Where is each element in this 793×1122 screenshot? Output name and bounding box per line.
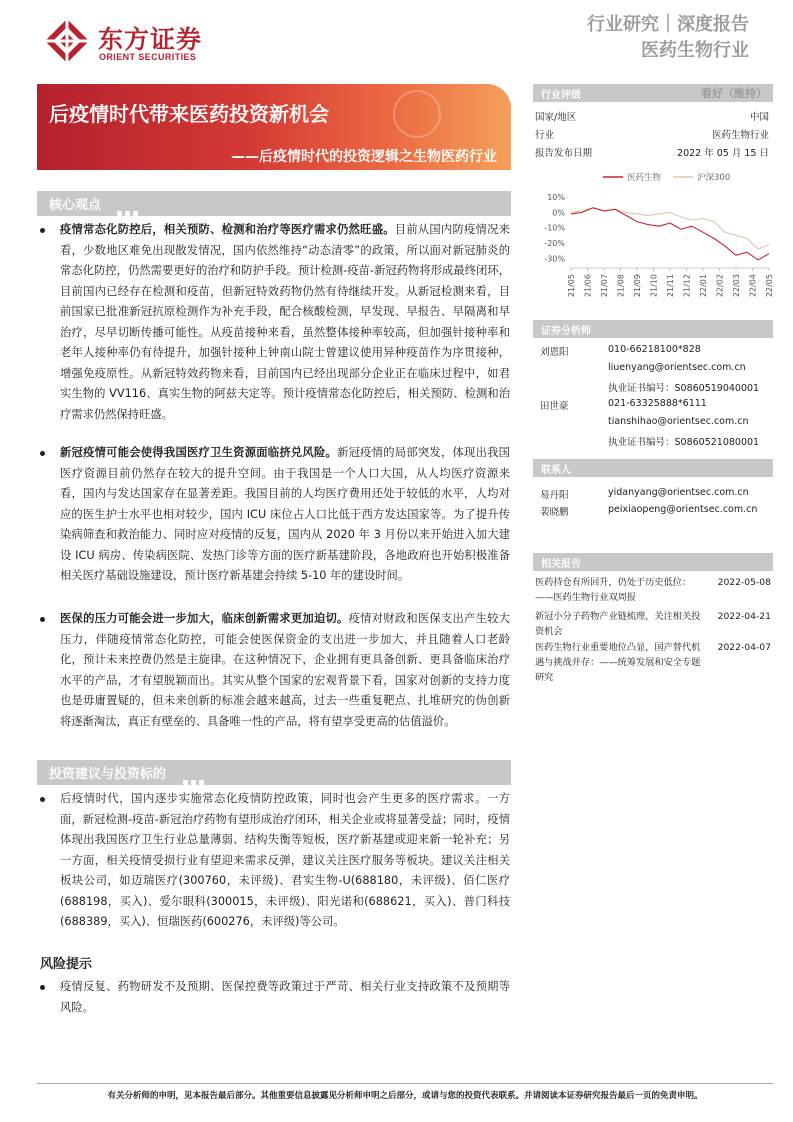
footer-divider	[37, 1083, 773, 1084]
bullet-dot	[40, 451, 45, 456]
related-report-date: 2022-04-07	[717, 642, 771, 653]
banner-decoration	[393, 90, 441, 138]
core-view-heading	[37, 191, 511, 216]
related-report-date: 2022-04-21	[717, 611, 771, 622]
bullet-dot	[40, 797, 45, 802]
heading-dots	[581, 466, 599, 472]
investment-heading-text: 投资建议与投资标的	[49, 767, 167, 782]
rating-val: 中国	[749, 112, 769, 123]
contact-heading	[533, 459, 773, 477]
related-heading-text: 相关报告	[541, 559, 581, 570]
rating-val: 2022 年 05 月 15 日	[677, 148, 769, 159]
header-tags	[587, 12, 749, 64]
analyst-phone: 010-66218100*828	[608, 344, 701, 355]
contact-panel	[533, 459, 773, 477]
x-tick-label: 21/07	[600, 274, 609, 298]
investment-point	[40, 789, 510, 933]
analyst-heading-text: 证券分析师	[541, 326, 591, 337]
contact-email[interactable]: yidanyang@orientsec.com.cn	[608, 487, 749, 498]
report-subtitle: ——后疫情时代的投资逻辑之生物医药行业	[231, 149, 497, 165]
legend-label: 医药生物	[627, 173, 662, 183]
legend-label: 沪深300	[697, 173, 731, 183]
analyst-cert: 执业证书编号：S0860519040001	[608, 383, 760, 394]
related-heading	[533, 553, 773, 571]
logo-cn-text: 东方证券	[98, 25, 203, 54]
rating-key: 报告发布日期	[535, 148, 593, 159]
report-title: 后疫情时代带来医药投资新机会	[49, 102, 329, 126]
x-tick-label: 22/03	[732, 274, 741, 298]
x-tick-label: 21/06	[583, 274, 593, 298]
y-tick-label: -20%	[544, 239, 565, 249]
x-tick-label: 22/05	[765, 274, 774, 298]
related-report-title[interactable]: 医药生物行业重要地位凸显，国产替代机遇与挑战并存：——统筹发展和安全专题研究	[535, 642, 701, 683]
analyst-phone: 021-63325888*6111	[608, 398, 707, 409]
x-tick-label: 21/11	[666, 274, 675, 298]
series-line-csi300	[571, 208, 769, 249]
related-report-title[interactable]: 新冠小分子药物产业链梳理，关注相关投资机会	[535, 611, 701, 637]
series-line-pharma	[571, 208, 769, 260]
footer-disclaimer: 有关分析师的申明，见本报告最后部分。其他重要信息披露见分析师申明之后部分，或请与您的投资代表联系。并请阅读本证券研究报告最后一页的免责申明。	[107, 1091, 703, 1101]
rating-key: 行业	[535, 130, 555, 141]
company-logo	[44, 18, 219, 66]
core-point-1	[40, 220, 510, 425]
contact-heading-text: 联系人	[541, 465, 571, 476]
performance-chart	[533, 168, 773, 308]
core-point-2-lead: 新冠疫情可能会使得我国医疗卫生资源面临挤兑风险。	[60, 446, 338, 459]
core-view-heading-text: 核心观点	[49, 198, 102, 213]
y-tick-label: -30%	[544, 254, 565, 264]
related-report-item[interactable]	[533, 575, 773, 605]
related-panel	[533, 553, 773, 571]
rating-val: 医药生物行业	[711, 130, 769, 141]
heading-dots	[183, 770, 207, 776]
x-tick-label: 21/12	[682, 274, 692, 298]
rating-key: 国家/地区	[535, 112, 577, 123]
heading-dots	[601, 327, 619, 333]
rating-heading	[533, 84, 773, 102]
report-type: 行业研究｜深度报告	[587, 14, 749, 35]
y-tick-label: -10%	[544, 223, 565, 233]
heading-dots	[593, 560, 611, 566]
contact-name: 裴晓鹏	[540, 507, 569, 518]
rating-row-date	[533, 142, 773, 160]
contact-name: 易丹阳	[540, 490, 569, 501]
core-point-1-text: 目前从国内防疫情况来看，少数地区难免出现散发情况，国内依然维持“动态清零”的政策，所以面对新冠肺炎的常态化防控，仍然需要更好的治疗和防护手段。预计检测-疫苗-新冠药物将形成最终闭环，目前国内已经存在检测和疫苗，但新冠特效药物仍然有待继续开发。从新冠检测来看，目前国家已批准新冠抗原检测作为补充手段，配合核酸检测，早发现、早报告、早隔离和早治疗，尽早切断传播可能性。从疫苗接种来看，虽然整体接种率较高，但加强针接种率和老年人接种率仍有待提升，加强针接种上钟南山院士曾建议使用异种疫苗作为序贯接种，增强免疫原性。从新冠特效药物来看，目前国内已经出现部分企业正在临床过程中，如君实生物的 VV116、真实生物的阿兹夫定等。预计疫情常态化防控后，相关预防、检测和治疗需求仍然保持旺盛。	[60, 223, 510, 421]
related-report-item[interactable]	[533, 609, 773, 639]
industry-name: 医药生物行业	[641, 40, 749, 61]
analyst-cert: 执业证书编号：S0860521080001	[608, 437, 760, 448]
risk-point	[40, 977, 510, 1018]
contact-email[interactable]: peixiaopeng@orientsec.com.cn	[608, 504, 758, 515]
investment-heading	[37, 760, 511, 785]
related-report-title[interactable]: 医药持仓有所回升，仍处于历史低位：——医药生物行业双周报	[535, 577, 692, 603]
rating-value: 看好（维持）	[701, 87, 767, 100]
title-banner	[37, 84, 511, 170]
x-tick-label: 22/04	[748, 274, 758, 298]
investment-text: 后疫情时代，国内逐步实施常态化疫情防控政策，同时也会产生更多的医疗需求。一方面，新冠检测-疫苗-新冠治疗药物有望形成治疗闭环，相关企业或将显著受益；同时，疫情体现出我国医疗卫生行业总量薄弱、结构失衡等短板，医疗新基建或迎来新一轮补充；另一方面，相关疫情受损行业有望迎来需求反弹，建议关注医疗服务等板块。建议关注相关板块公司，如迈瑞医疗(300760，未评级)、君实生物-U(688180，未评级)、佰仁医疗(688198，买入)、爱尔眼科(300015，未评级)、阳光诺和(688621，买入)、普门科技(688389，买入)、恒瑞医药(600276，未评级)等公司。	[60, 792, 510, 928]
core-point-2-text: 新冠疫情的局部突发，体现出我国医疗资源目前仍然存在较大的提升空间。由于我国是一个人口大国，从人均医疗资源来看，国内与发达国家存在显著差距。我国目前的人均医疗费用还处于较低的水平，人均对应的医生护士水平也相对较少，国内 ICU 床位占人口比低于西方发达国家等。为了提升传染病筛查和救治能力、同时应对疫情的反复，国内从 2020 年 3 月份以来开始进入加大建设 ICU 病房、传染病医院、发热门诊等方面的医疗新基建阶段，各地政府也开始积极准备相关医疗基础设施建设，预计医疗新基建会持续 5-10 年的建设时间。	[60, 446, 510, 582]
heading-dots	[117, 201, 141, 207]
logo-en-text: ORIENT SECURITIES	[99, 52, 197, 62]
x-tick-label: 21/05	[567, 274, 576, 298]
bullet-dot	[40, 985, 45, 990]
analyst-heading	[533, 320, 773, 338]
orient-logo-icon	[44, 18, 90, 64]
analyst-name: 田世豪	[540, 401, 569, 412]
related-report-date: 2022-05-08	[717, 577, 771, 588]
risk-text: 疫情反复、药物研发不及预期、医保控费等政策过于严苛、相关行业支持政策不及预期等风险。	[60, 980, 510, 1014]
x-tick-label: 21/08	[616, 274, 626, 298]
x-tick-label: 22/01	[699, 274, 708, 298]
rating-panel	[533, 84, 773, 160]
y-tick-label: 0%	[552, 208, 565, 218]
rating-row-industry	[533, 124, 773, 142]
core-point-2	[40, 443, 510, 587]
x-tick-label: 22/02	[715, 274, 725, 298]
bullet-dot	[40, 617, 45, 622]
y-tick-label: 10%	[547, 193, 565, 203]
rating-row-region	[533, 106, 773, 124]
risk-heading: 风险提示	[40, 957, 93, 972]
core-point-3-lead: 医保的压力可能会进一步加大，临床创新需求更加迫切。	[60, 612, 349, 625]
related-report-item[interactable]	[533, 640, 773, 685]
analyst-email[interactable]: tianshihao@orientsec.com.cn	[608, 416, 749, 427]
core-point-3	[40, 609, 510, 732]
x-tick-label: 21/10	[649, 274, 659, 298]
core-point-3-text: 疫情对财政和医保支出产生较大压力，伴随疫情常态化防控，可能会使医保资金的支出进一步加大，并且随着人口老龄化，预计未来控费仍然是主旋律。在这种情况下，企业拥有更具备创新、更具备临床治疗水平的产品，才有望脱颖而出。其实从整个国家的宏观背景下看，国家对创新的支持力度也是毋庸置疑的，但未来创新的标准会越来越高，过去一些重复靶点、扎堆研究的伪创新将逐渐淘汰，真正有壁垒的、具备唯一性的产品，将有望享受更高的估值溢价。	[60, 612, 510, 728]
x-tick-label: 21/09	[633, 274, 642, 298]
rating-label: 行业评级	[541, 90, 581, 101]
heading-dots	[591, 91, 609, 97]
core-point-1-lead: 疫情常态化防控后，相关预防、检测和治疗等医疗需求仍然旺盛。	[60, 223, 395, 236]
analyst-name: 刘恩阳	[540, 347, 569, 358]
analyst-panel	[533, 320, 773, 338]
bullet-dot	[40, 228, 45, 233]
analyst-email[interactable]: liuenyang@orientsec.com.cn	[608, 362, 746, 373]
